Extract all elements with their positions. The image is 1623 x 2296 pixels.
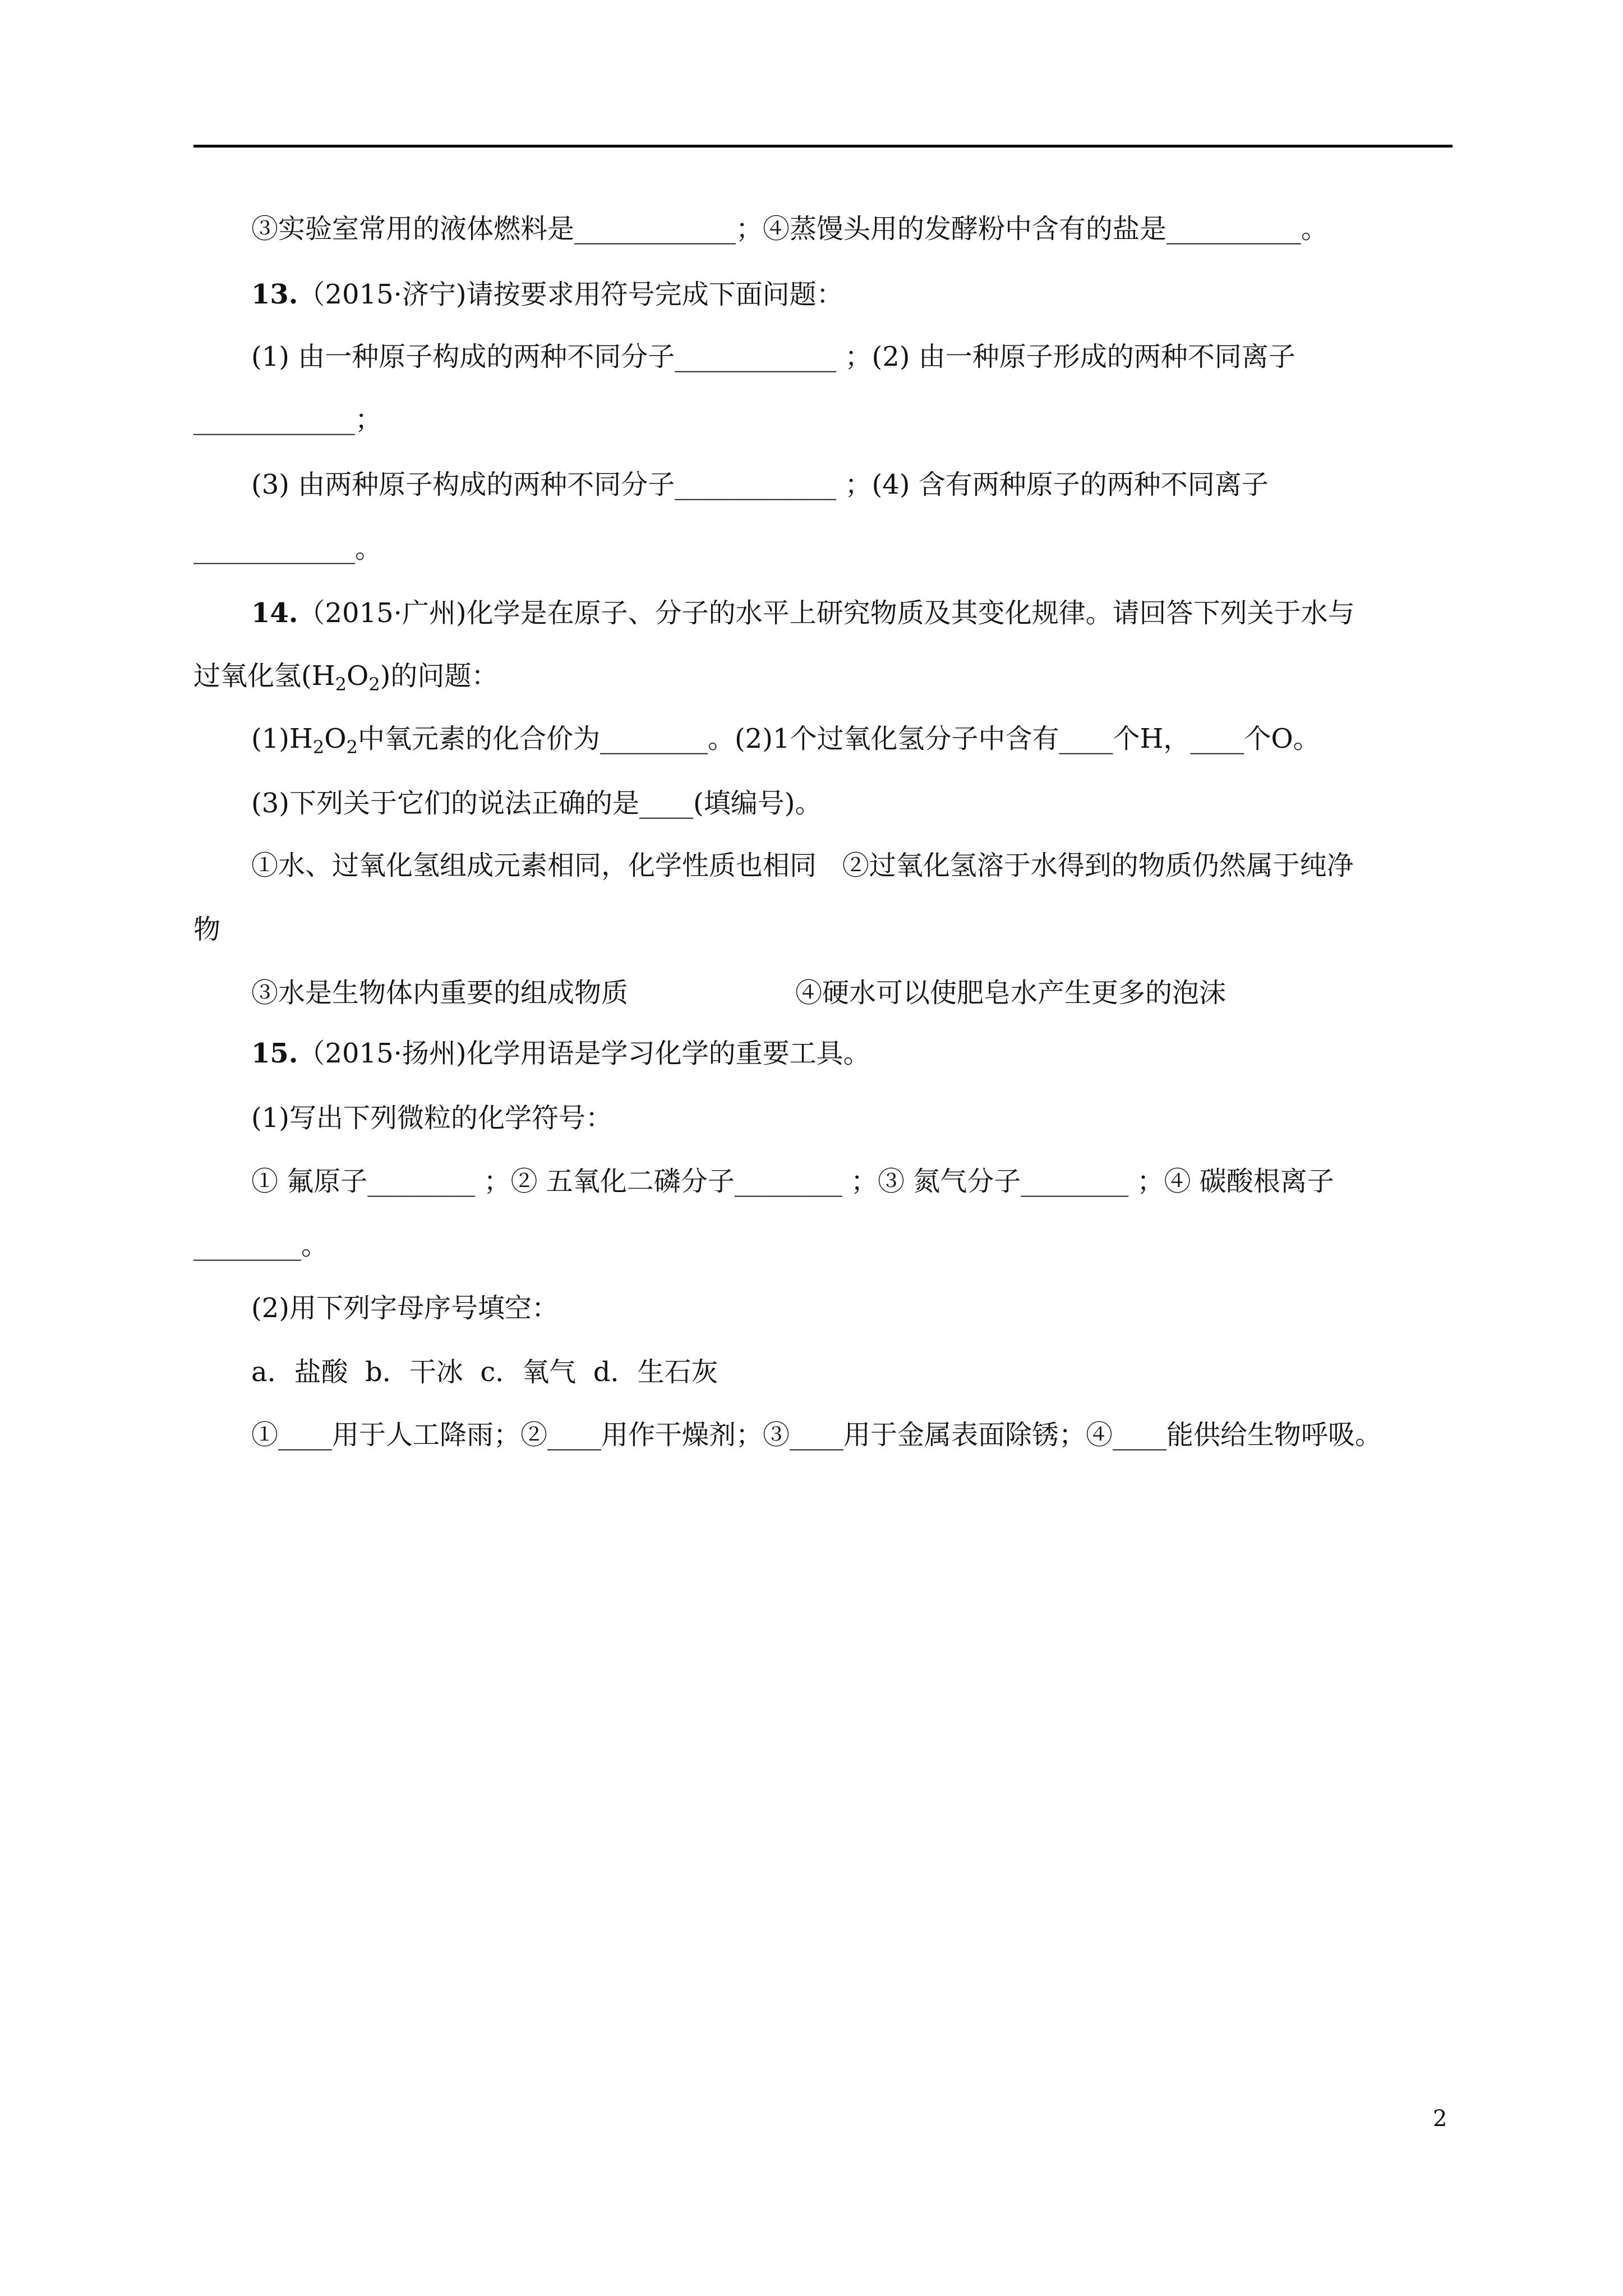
q14-part-1-2: $(1)H_2O_2$中氧元素的化合价为________。(2)1个过氧化氢分子中含有____个H，____个O。 bbox=[251, 723, 1320, 758]
q15-part-1-items: ① 氟原子________ ；② 五氧化二磷分子________ ；③ 氮气分子________ ；④ 碳酸根离子 bbox=[251, 1166, 1334, 1197]
question-text: （2015·广州)化学是在原子、分子的水平上研究物质及其变化规律。请回答下列关于水与 bbox=[298, 597, 1355, 629]
q15-stem bbox=[251, 1037, 870, 1070]
question-text: （2015·济宁)请按要求用符号完成下面问题： bbox=[298, 279, 843, 310]
q13-part-4-blank: ____________。 bbox=[193, 533, 382, 564]
q14-option-2-cont: 物 bbox=[193, 914, 221, 945]
question-text: （2015·扬州)化学用语是学习化学的重要工具。 bbox=[298, 1038, 870, 1069]
q13-part-2-blank: ____________； bbox=[193, 404, 382, 435]
q14-stem-cont: 过氧化氢$(H_2O_2)$的问题： bbox=[193, 660, 499, 695]
q15-part-2: (2)用下列字母序号填空： bbox=[251, 1292, 559, 1324]
q15-options: a．盐酸 b．干冰 c．氧气 d．生石灰 bbox=[251, 1356, 718, 1388]
q14-option-1-2: ①水、过氧化氢组成元素相同，化学性质也相同 ②过氧化氢溶于水得到的物质仍然属于纯净 bbox=[251, 850, 1354, 881]
q12-line-3: ③实验室常用的液体燃料是____________；④蒸馒头用的发酵粉中含有的盐是__________。 bbox=[251, 213, 1329, 245]
q13-part-3-4: (3) 由两种原子构成的两种不同分子____________ ；(4) 含有两种原子的两种不同离子 bbox=[251, 469, 1269, 500]
q14-part-3: (3)下列关于它们的说法正确的是____(填编号)。 bbox=[251, 788, 822, 819]
header-rule bbox=[193, 145, 1453, 148]
q13-part-1-2: (1) 由一种原子构成的两种不同分子____________ ；(2) 由一种原子形成的两种不同离子 bbox=[251, 341, 1295, 372]
q15-part-1-blank: ________。 bbox=[193, 1230, 329, 1261]
q13-stem bbox=[251, 278, 843, 311]
q14-option-4: ④硬水可以使肥皂水产生更多的泡沫 bbox=[795, 977, 1227, 1009]
q14-option-3: ③水是生物体内重要的组成物质 bbox=[251, 977, 629, 1009]
q14-stem bbox=[251, 596, 1355, 630]
q15-part-1: (1)写出下列微粒的化学符号： bbox=[251, 1102, 612, 1134]
q15-part-2-items: ①____用于人工降雨；②____用作干燥剂；③____用于金属表面除锈；④____能供给生物呼吸。 bbox=[251, 1419, 1382, 1451]
question-number: 14. bbox=[251, 597, 298, 629]
question-number: 13. bbox=[251, 279, 298, 310]
question-number: 15. bbox=[251, 1038, 298, 1069]
page-number: 2 bbox=[1433, 2106, 1447, 2132]
